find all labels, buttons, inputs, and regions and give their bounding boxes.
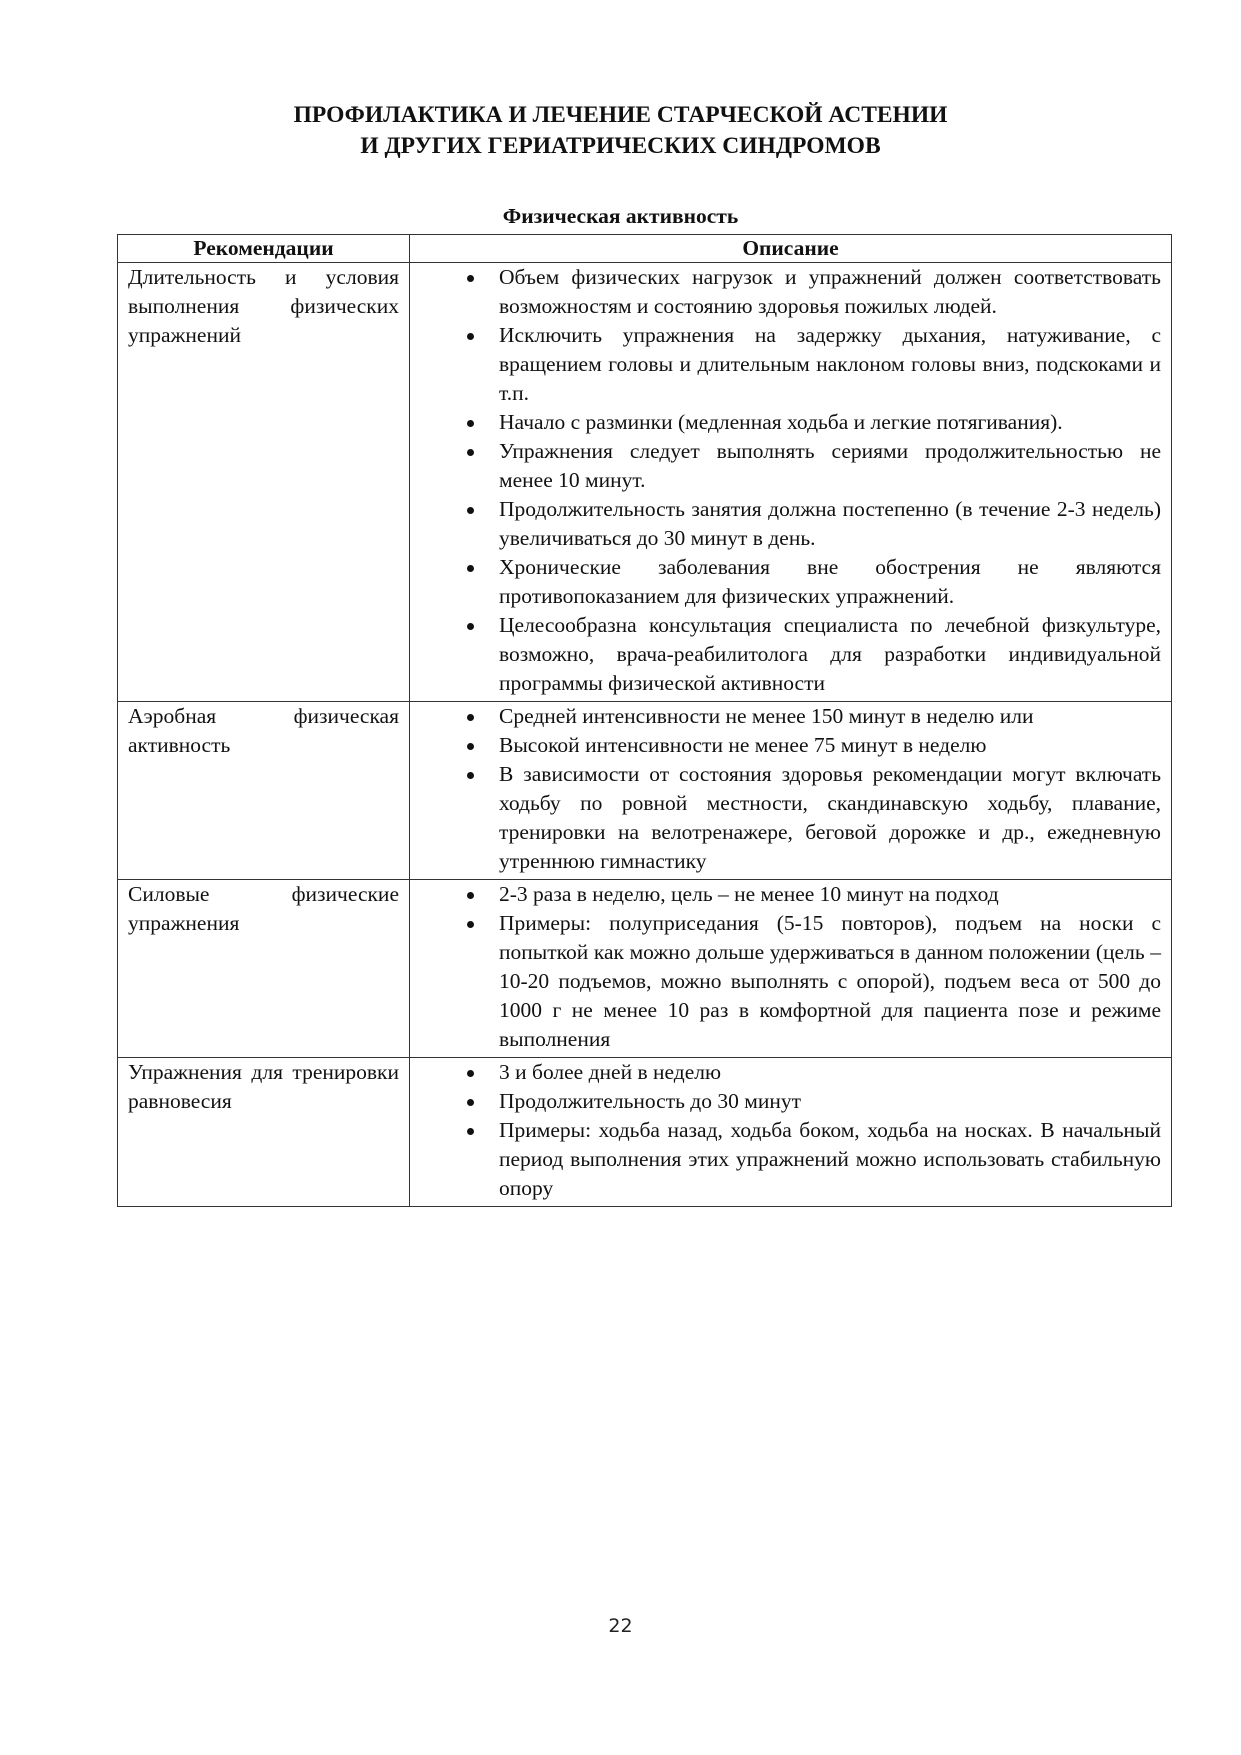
description-list <box>420 880 1161 1054</box>
bullet-icon <box>467 743 474 750</box>
header-recommendations: Рекомендации <box>118 235 410 263</box>
table-row <box>118 1058 1172 1207</box>
list-item: Целесообразна консультация специалиста по лечебной физкультуре, возможно, врача-реабилитолога для разработки индивидуальной программы физической активности <box>420 611 1161 698</box>
list-item: Высокой интенсивности не менее 75 минут в неделю <box>420 731 1161 760</box>
table-caption: Физическая активность <box>502 204 739 228</box>
table-row <box>118 263 1172 702</box>
page-title <box>0 100 1241 162</box>
bullet-icon <box>467 565 474 572</box>
recommendation-cell <box>118 880 410 1058</box>
description-list <box>420 1058 1161 1203</box>
bullet-icon <box>467 507 474 514</box>
header-description: Описание <box>410 235 1172 263</box>
list-item: Хронические заболевания вне обострения не являются противопоказанием для физических упражнений. <box>420 553 1161 611</box>
bullet-icon <box>467 1128 474 1135</box>
bullet-icon <box>467 1070 474 1077</box>
recommendation-cell <box>118 1058 410 1207</box>
list-item: Упражнения следует выполнять сериями продолжительностью не менее 10 минут. <box>420 437 1161 495</box>
bullet-icon <box>467 1099 474 1106</box>
list-item: Объем физических нагрузок и упражнений должен соответствовать возможностям и состоянию здоровья пожилых людей. <box>420 263 1161 321</box>
list-item: 2-3 раза в неделю, цель – не менее 10 минут на подход <box>420 880 1161 909</box>
table-header-row <box>118 235 1172 263</box>
list-item: Начало с разминки (медленная ходьба и легкие потягивания). <box>420 408 1161 437</box>
description-cell <box>410 1058 1172 1207</box>
recommendation-cell <box>118 263 410 702</box>
description-list <box>420 263 1161 698</box>
bullet-icon <box>467 275 474 282</box>
table-row <box>118 702 1172 880</box>
bullet-icon <box>467 921 474 928</box>
description-cell <box>410 880 1172 1058</box>
list-item: 3 и более дней в неделю <box>420 1058 1161 1087</box>
page-title-line-2: И ДРУГИХ ГЕРИАТРИЧЕСКИХ СИНДРОМОВ <box>360 133 881 159</box>
description-cell <box>410 263 1172 702</box>
page-title-line-1: ПРОФИЛАКТИКА И ЛЕЧЕНИЕ СТАРЧЕСКОЙ АСТЕНИИ <box>293 102 948 128</box>
bullet-icon <box>467 420 474 427</box>
bullet-icon <box>467 333 474 340</box>
list-item: Примеры: полуприседания (5-15 повторов), подъем на носки с попыткой как можно дольше удерживаться в данном положении (цель – 10-20 подъемов, можно выполнять с опорой), подъем веса от 500 до 1000 г не менее 10 раз в комфортной для пациента позе и режиме выполнения <box>420 909 1161 1054</box>
table-row <box>118 880 1172 1058</box>
list-item: Продолжительность до 30 минут <box>420 1087 1161 1116</box>
list-item: В зависимости от состояния здоровья рекомендации могут включать ходьбу по ровной местности, скандинавскую ходьбу, плавание, тренировки на велотренажере, беговой дорожке и др., ежедневную утреннюю гимнастику <box>420 760 1161 876</box>
recommendation-text: Длительность и условия выполнения физических упражнений <box>128 265 399 347</box>
list-item: Исключить упражнения на задержку дыхания, натуживание, с вращением головы и длительным наклоном головы вниз, подскоками и т.п. <box>420 321 1161 408</box>
bullet-icon <box>467 623 474 630</box>
list-item: Примеры: ходьба назад, ходьба боком, ходьба на носках. В начальный период выполнения этих упражнений можно использовать стабильную опору <box>420 1116 1161 1203</box>
description-cell <box>410 702 1172 880</box>
recommendation-text: Силовые физические упражнения <box>128 882 399 935</box>
list-item: Средней интенсивности не менее 150 минут в неделю или <box>420 702 1161 731</box>
physical-activity-table <box>117 234 1172 1207</box>
bullet-icon <box>467 714 474 721</box>
page-number: 22 <box>608 1615 633 1637</box>
list-item: Продолжительность занятия должна постепенно (в течение 2-3 недель) увеличиваться до 30 минут в день. <box>420 495 1161 553</box>
bullet-icon <box>467 772 474 779</box>
bullet-icon <box>467 892 474 899</box>
recommendation-cell <box>118 702 410 880</box>
bullet-icon <box>467 449 474 456</box>
recommendation-text: Упражнения для тренировки равновесия <box>128 1060 399 1113</box>
description-list <box>420 702 1161 876</box>
recommendation-text: Аэробная физическая активность <box>128 704 399 757</box>
